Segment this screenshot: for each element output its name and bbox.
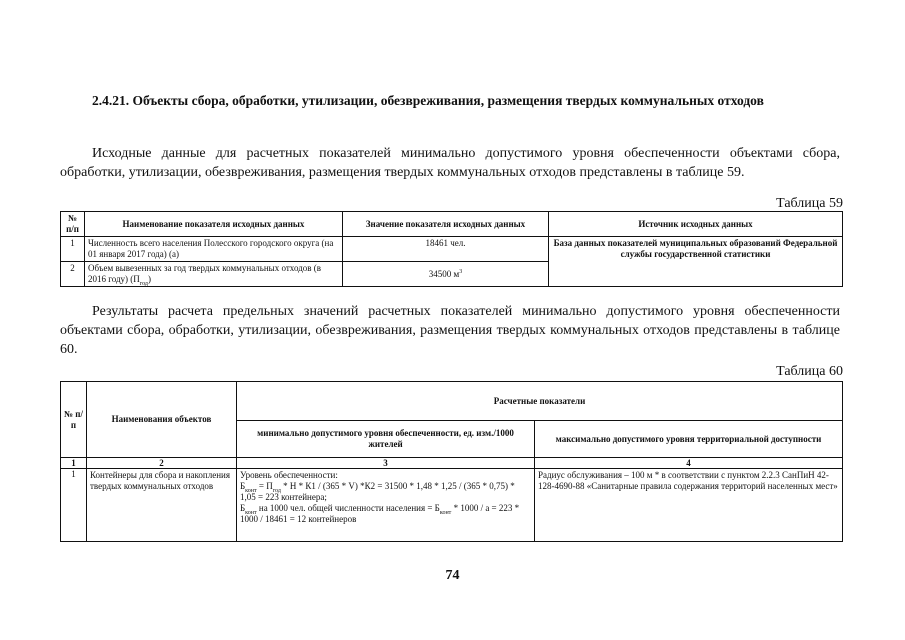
table60-row1-max: Радиус обслуживания – 100 м * в соответствии с пунктом 2.2.3 СанПиН 42-128-4690-88 «Санитарные правила содержания территорий населенных мест» (535, 469, 843, 542)
table60-row1-name: Контейнеры для сбора и накопления твердых коммунальных отходов (87, 469, 237, 542)
table60-colnum-1: 1 (61, 458, 87, 469)
table59-row2-name: Объем вывезенных за год твердых коммунальных отходов (в 2016 году) $(П_{год})$ (85, 262, 343, 287)
table60-row1-calc: Уровень обеспеченности: $Б_{конт} = П_{год} * Н * К1 / (365 * V) *К2 = 31500 * 1,48 * 1,25 / (365 * 0,75) * 1,05 = 223$ контейнера; $Б_{конт}$ на 1000 чел. общей численности населения = $Б_{конт} * 1000 / а = 223 * 1000 / 18461 = 12$ контейнеров (237, 469, 535, 542)
page-number: 74 (445, 568, 460, 583)
table59-caption: Таблица 59 (776, 196, 843, 211)
table59-source: База данных показателей муниципальных образований Федеральной службы государственной статистики (549, 237, 843, 287)
table60-header-num: № п/п (61, 382, 87, 458)
table60-colnum-3: 3 (237, 458, 535, 469)
table-row (61, 469, 843, 542)
table60-caption: Таблица 60 (776, 364, 843, 379)
section-heading: 2.4.21. Объекты сбора, обработки, утилизации, обезвреживания, размещения твердых коммунальных отходов (92, 93, 764, 108)
table60-header-name: Наименования объектов (87, 382, 237, 458)
table60-colnum-2: 2 (87, 458, 237, 469)
table60-header-max: максимально допустимого уровня территориальной доступности (535, 421, 843, 458)
table60-colnum-4: 4 (535, 458, 843, 469)
table60-header-min: минимально допустимого уровня обеспеченности, ед. изм./1000 жителей (237, 421, 535, 458)
table59-header-value: Значение показателя исходных данных (343, 212, 549, 237)
table59-row2-value: 34500 $м^3$ (343, 262, 549, 287)
table59-header-name: Наименование показателя исходных данных (85, 212, 343, 237)
table59-header-row (61, 212, 843, 237)
table59-row2-num: 2 (61, 262, 85, 287)
table-60 (60, 381, 843, 542)
results-paragraph: Результаты расчета предельных значений расчетных показателей минимально допустимого уровня обеспеченности объектами сбора, обработки, утилизации, обезвреживания, размещения твердых коммунальных отходов представлены в таблице 60. (60, 304, 840, 357)
table59-row1-num: 1 (61, 237, 85, 262)
table59-row1-value: 18461 чел. (343, 237, 549, 262)
intro-paragraph: Исходные данные для расчетных показателей минимально допустимого уровня обеспеченности объектами сбора, обработки, утилизации, обезвреживания, размещения твердых коммунальных отходов представлены в таблице 59. (60, 146, 840, 180)
table60-header-row1 (61, 382, 843, 421)
table59-header-num: № п/п (61, 212, 85, 237)
table-row (61, 237, 843, 262)
table60-header-group: Расчетные показатели (237, 382, 843, 421)
table-59 (60, 211, 843, 287)
table60-row1-num: 1 (61, 469, 87, 542)
table59-row1-name: Численность всего населения Полесского городского округа (на 01 января 2017 года) (а) (85, 237, 343, 262)
table60-number-row (61, 458, 843, 469)
table59-header-source: Источник исходных данных (549, 212, 843, 237)
